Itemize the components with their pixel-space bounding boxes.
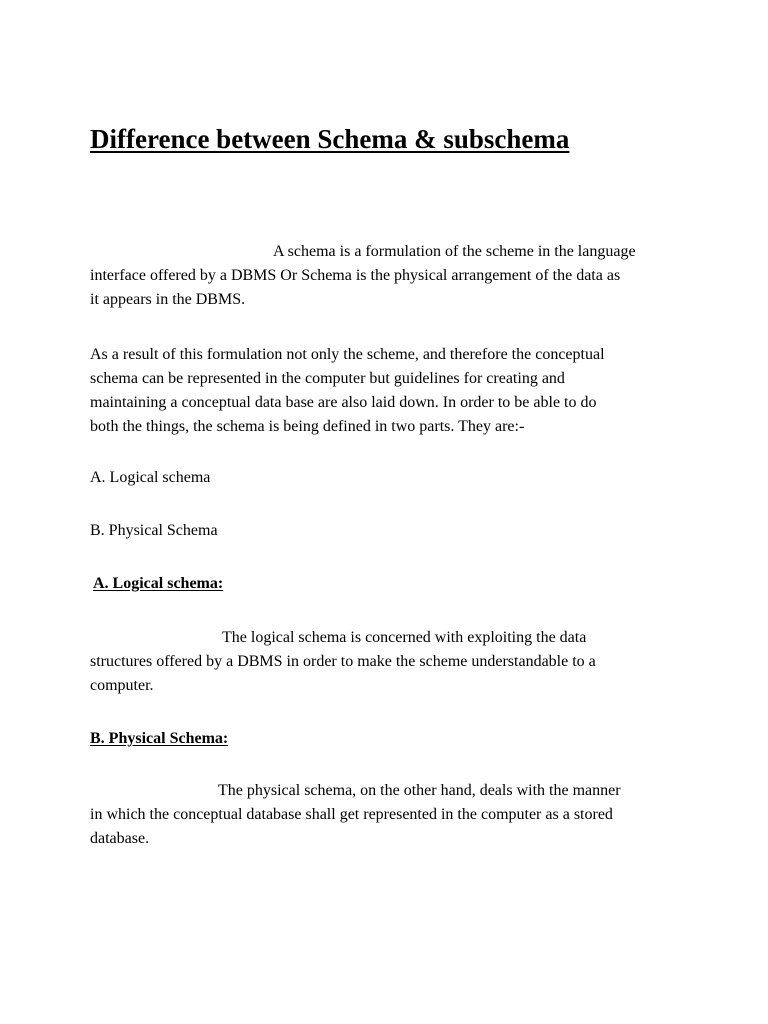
result-line: schema can be represented in the computer but guidelines for creating and [90,370,565,387]
intro-line: interface offered by a DBMS Or Schema is the physical arrangement of the data as [90,267,621,284]
logical-schema-heading: A. Logical schema: [93,575,224,592]
logical-schema-body [90,626,690,698]
physical-schema-body [90,779,690,851]
physical-body-line: The physical schema, on the other hand, deals with the manner [218,782,621,799]
logical-body-line: structures offered by a DBMS in order to make the scheme understandable to a [90,653,596,670]
logical-body-line: computer. [90,677,154,694]
page-title: Difference between Schema & subschema [90,124,570,154]
physical-body-line: in which the conceptual database shall get represented in the computer as a stored [90,806,613,823]
physical-body-line: database. [90,830,150,847]
list-item-physical: B. Physical Schema [90,522,218,539]
result-line: maintaining a conceptual data base are also laid down. In order to be able to do [90,394,597,411]
intro-line: it appears in the DBMS. [90,291,246,308]
logical-body-line: The logical schema is concerned with exploiting the data [222,629,587,646]
result-line: both the things, the schema is being defined in two parts. They are:- [90,418,525,435]
result-paragraph [90,343,690,439]
intro-line: A schema is a formulation of the scheme in the language [273,243,636,260]
result-line: As a result of this formulation not only the scheme, and therefore the conceptual [90,346,605,363]
physical-schema-heading: B. Physical Schema: [90,730,229,747]
list-item-logical: A. Logical schema [90,469,211,486]
intro-paragraph [90,240,690,312]
